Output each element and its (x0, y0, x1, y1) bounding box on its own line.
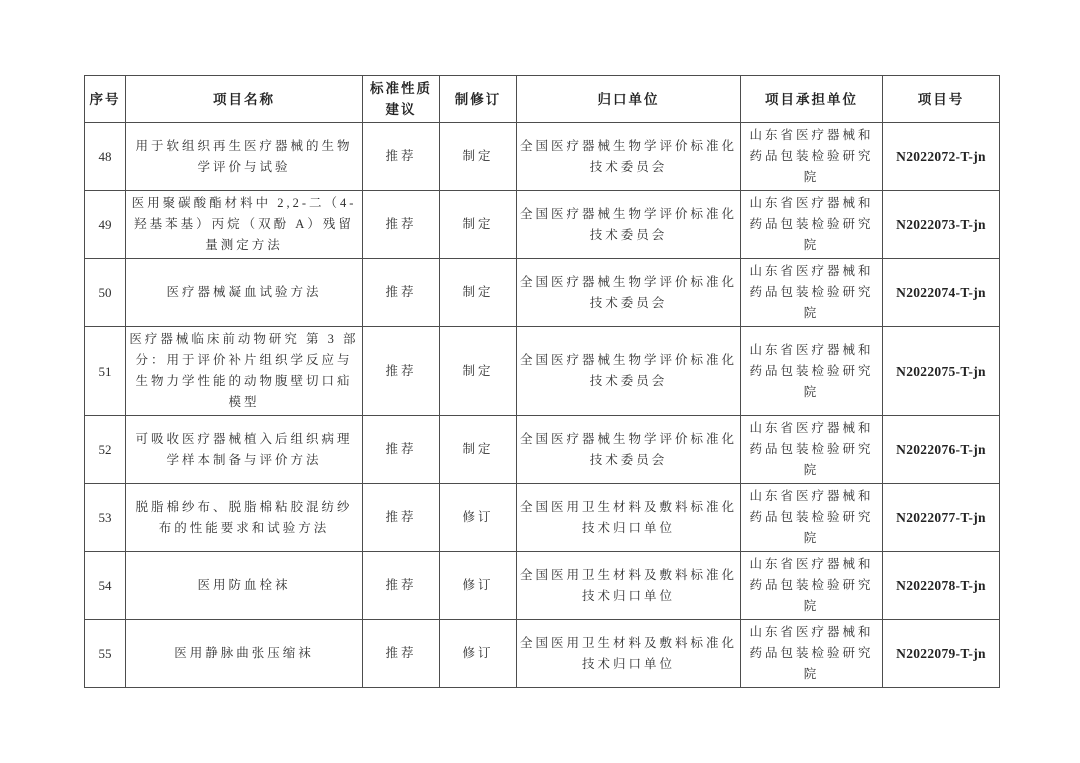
cell-standard-nature: 推荐 (363, 416, 440, 484)
header-centralized-unit: 归口单位 (517, 76, 741, 123)
cell-project-number: N2022075-T-jn (883, 327, 1000, 416)
cell-undertaking-unit: 山东省医疗器械和药品包装检验研究院 (741, 484, 883, 552)
table-row (85, 259, 1000, 327)
table-row (85, 191, 1000, 259)
cell-centralized-unit: 全国医疗器械生物学评价标准化技术委员会 (517, 191, 741, 259)
cell-standard-nature: 推荐 (363, 191, 440, 259)
table-row (85, 552, 1000, 620)
cell-project-number: N2022074-T-jn (883, 259, 1000, 327)
table-row (85, 123, 1000, 191)
cell-revision-type: 制定 (440, 259, 517, 327)
cell-project-number: N2022076-T-jn (883, 416, 1000, 484)
cell-serial-number: 49 (85, 191, 126, 259)
cell-serial-number: 52 (85, 416, 126, 484)
cell-centralized-unit: 全国医疗器械生物学评价标准化技术委员会 (517, 327, 741, 416)
cell-project-name: 用于软组织再生医疗器械的生物学评价与试验 (126, 123, 363, 191)
cell-revision-type: 修订 (440, 552, 517, 620)
table-row (85, 484, 1000, 552)
cell-undertaking-unit: 山东省医疗器械和药品包装检验研究院 (741, 259, 883, 327)
cell-project-name: 可吸收医疗器械植入后组织病理学样本制备与评价方法 (126, 416, 363, 484)
cell-revision-type: 修订 (440, 484, 517, 552)
cell-serial-number: 55 (85, 620, 126, 688)
cell-centralized-unit: 全国医疗器械生物学评价标准化技术委员会 (517, 123, 741, 191)
standards-project-table (84, 75, 1000, 688)
cell-standard-nature: 推荐 (363, 620, 440, 688)
header-serial-number: 序号 (85, 76, 126, 123)
cell-project-name: 脱脂棉纱布、脱脂棉粘胶混纺纱布的性能要求和试验方法 (126, 484, 363, 552)
cell-undertaking-unit: 山东省医疗器械和药品包装检验研究院 (741, 416, 883, 484)
cell-project-name: 医疗器械临床前动物研究 第 3 部分：用于评价补片组织学反应与生物力学性能的动物腹壁切口疝模型 (126, 327, 363, 416)
cell-project-name: 医用聚碳酸酯材料中 2,2-二（4-羟基苯基）丙烷（双酚 A）残留量测定方法 (126, 191, 363, 259)
cell-undertaking-unit: 山东省医疗器械和药品包装检验研究院 (741, 620, 883, 688)
header-revision-type: 制修订 (440, 76, 517, 123)
cell-project-number: N2022073-T-jn (883, 191, 1000, 259)
cell-standard-nature: 推荐 (363, 123, 440, 191)
cell-undertaking-unit: 山东省医疗器械和药品包装检验研究院 (741, 327, 883, 416)
header-project-name: 项目名称 (126, 76, 363, 123)
cell-revision-type: 制定 (440, 123, 517, 191)
cell-undertaking-unit: 山东省医疗器械和药品包装检验研究院 (741, 191, 883, 259)
cell-revision-type: 制定 (440, 327, 517, 416)
cell-project-name: 医用防血栓袜 (126, 552, 363, 620)
cell-project-number: N2022078-T-jn (883, 552, 1000, 620)
cell-revision-type: 制定 (440, 191, 517, 259)
cell-standard-nature: 推荐 (363, 484, 440, 552)
cell-centralized-unit: 全国医用卫生材料及敷料标准化技术归口单位 (517, 484, 741, 552)
cell-undertaking-unit: 山东省医疗器械和药品包装检验研究院 (741, 552, 883, 620)
cell-project-number: N2022079-T-jn (883, 620, 1000, 688)
cell-centralized-unit: 全国医用卫生材料及敷料标准化技术归口单位 (517, 620, 741, 688)
cell-project-name: 医疗器械凝血试验方法 (126, 259, 363, 327)
cell-project-name: 医用静脉曲张压缩袜 (126, 620, 363, 688)
cell-standard-nature: 推荐 (363, 259, 440, 327)
cell-centralized-unit: 全国医用卫生材料及敷料标准化技术归口单位 (517, 552, 741, 620)
cell-revision-type: 制定 (440, 416, 517, 484)
cell-serial-number: 54 (85, 552, 126, 620)
cell-centralized-unit: 全国医疗器械生物学评价标准化技术委员会 (517, 416, 741, 484)
cell-project-number: N2022077-T-jn (883, 484, 1000, 552)
table-row (85, 416, 1000, 484)
table-row (85, 327, 1000, 416)
cell-serial-number: 48 (85, 123, 126, 191)
cell-project-number: N2022072-T-jn (883, 123, 1000, 191)
header-undertaking-unit: 项目承担单位 (741, 76, 883, 123)
table-row (85, 620, 1000, 688)
cell-undertaking-unit: 山东省医疗器械和药品包装检验研究院 (741, 123, 883, 191)
cell-serial-number: 51 (85, 327, 126, 416)
cell-revision-type: 修订 (440, 620, 517, 688)
cell-serial-number: 50 (85, 259, 126, 327)
table-header-row (85, 76, 1000, 123)
cell-serial-number: 53 (85, 484, 126, 552)
header-project-number: 项目号 (883, 76, 1000, 123)
cell-standard-nature: 推荐 (363, 327, 440, 416)
cell-centralized-unit: 全国医疗器械生物学评价标准化技术委员会 (517, 259, 741, 327)
header-standard-nature: 标准性质建议 (363, 76, 440, 123)
cell-standard-nature: 推荐 (363, 552, 440, 620)
